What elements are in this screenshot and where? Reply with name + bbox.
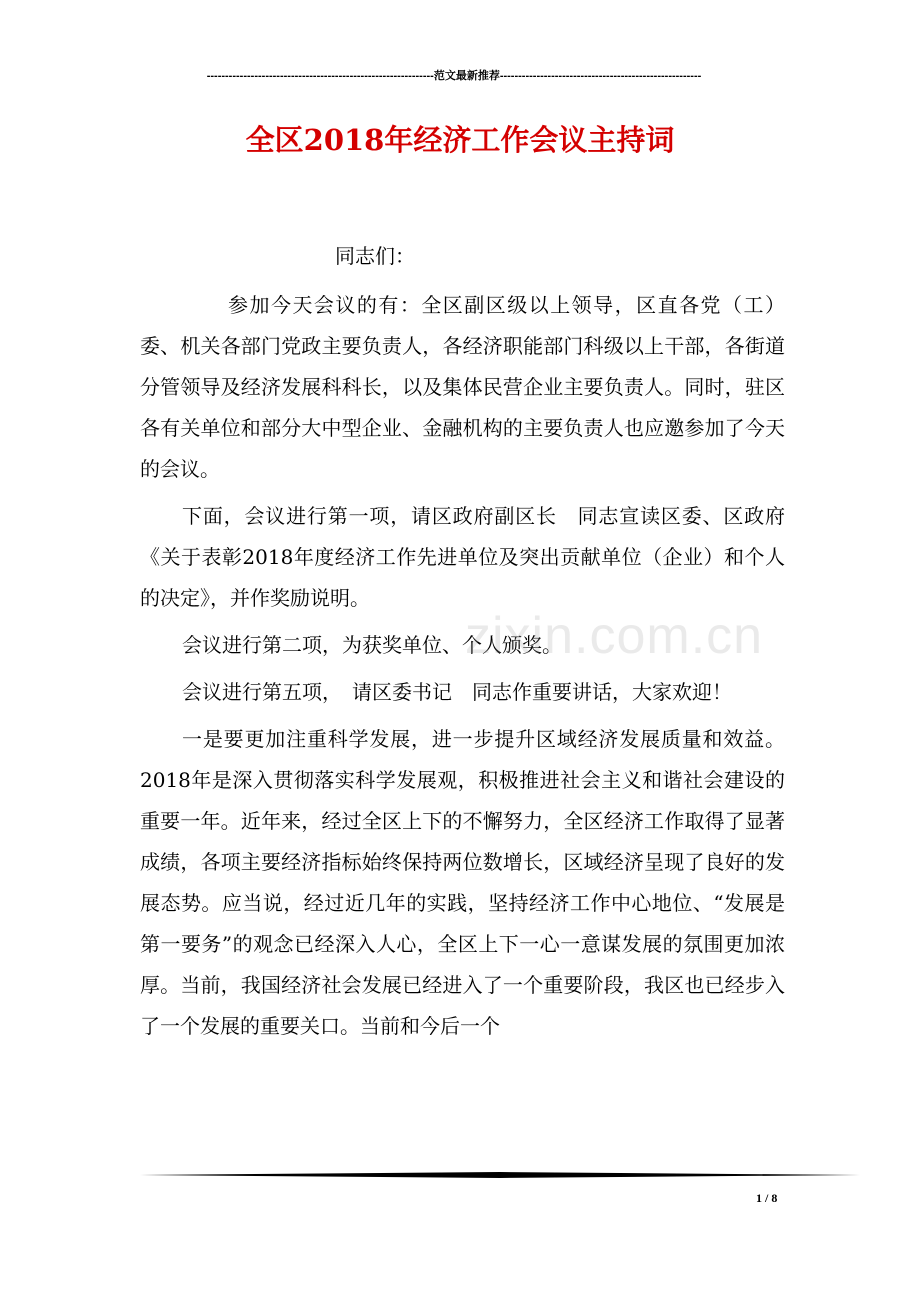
footer-divider — [140, 1172, 860, 1178]
paragraph-point-one: 一是要更加注重科学发展，进一步提升区域经济发展质量和效益。2018年是深入贯彻落实科学发展观，积极推进社会主义和谐社会建设的重要一年。近年来，经过全区上下的不懈努力，全区经济工作取得了显著成绩，各项主要经济指标始终保持两位数增长，区域经济呈现了良好的发展态势。应当说，经过近几年的实践，坚持经济工作中心地位、“发展是第一要务”的观念已经深入人心，全区上下一心一意谋发展的氛围更加浓厚。当前，我国经济社会发展已经进入了一个重要阶段，我区也已经步入了一个发展的重要关口。当前和今后一个 — [140, 727, 785, 1038]
header-banner: --------------------------------------------------------------范文最新推荐------------------------------------------------------- — [206, 70, 702, 82]
paragraph-attendees: 参加今天会议的有：全区副区级以上领导，区直各党（工）委、机关各部门党政主要负责人，各经济职能部门科级以上干部，各街道分管领导及经济发展科科长，以及集体民营企业主要负责人。同时，驻区各有关单位和部分大中型企业、金融机构的主要负责人也应邀参加了今天的会议。 — [140, 293, 785, 481]
page-title: 全区2018年经济工作会议主持词 — [245, 123, 675, 157]
salutation: 同志们： — [335, 244, 415, 268]
page-number: 1 / 8 — [756, 1191, 778, 1205]
paragraph-item-two: 会议进行第二项，为获奖单位、个人颁奖。 — [182, 633, 562, 657]
paragraph-item-five: 会议进行第五项， 请区委书记 同志作重要讲话，大家欢迎！ — [182, 680, 732, 704]
watermark: zixin.com.cn — [465, 607, 764, 665]
paragraph-item-one: 下面，会议进行第一项，请区政府副区长 同志宣读区委、区政府《关于表彰2018年度经济工作先进单位及突出贡献单位（企业）和个人的决定》，并作奖励说明。 — [140, 504, 785, 610]
